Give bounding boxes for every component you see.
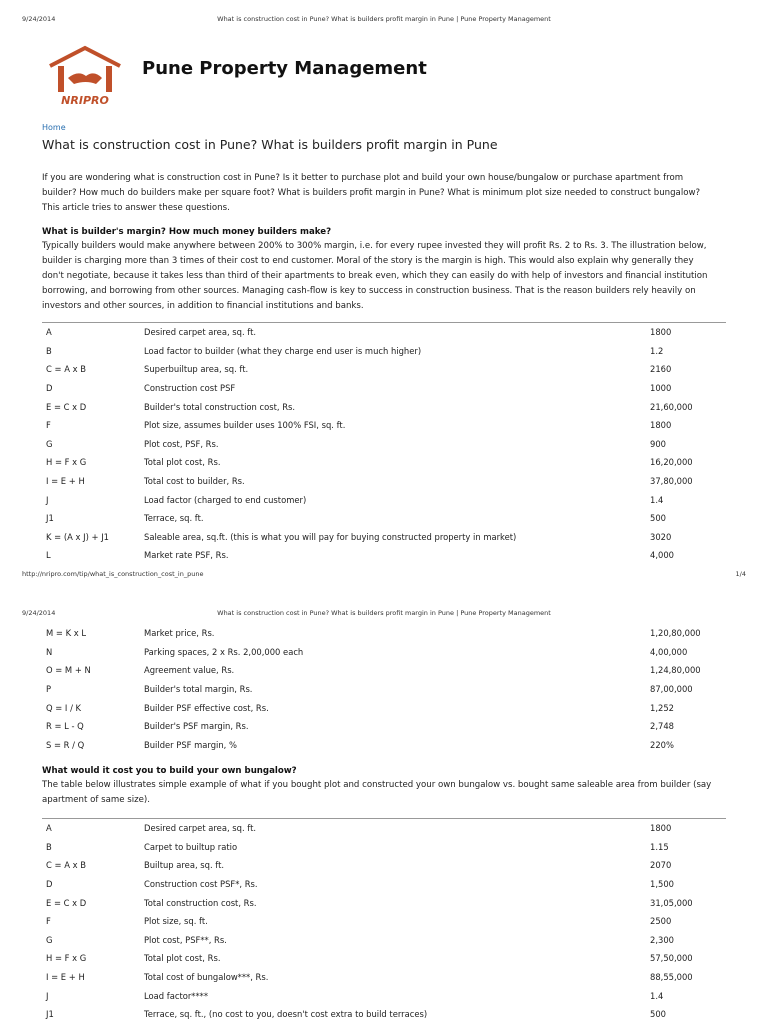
row-value: 1,500: [650, 879, 674, 890]
row-value: 57,50,000: [650, 953, 693, 964]
row-formula: Q = I / K: [46, 702, 82, 713]
row-description: Builder PSF margin, %: [144, 739, 237, 750]
row-formula: G: [46, 934, 53, 945]
row-value: 1000: [650, 383, 672, 394]
print-header-date-2: 9/24/2014: [22, 609, 56, 617]
table-row: [42, 416, 726, 435]
row-formula: J: [46, 494, 49, 505]
row-value: 88,55,000: [650, 972, 693, 983]
table-row: [42, 680, 726, 699]
row-formula: R = L - Q: [46, 721, 84, 732]
table-row: [42, 453, 726, 472]
row-formula: O = M + N: [46, 665, 91, 676]
table-row: [42, 546, 726, 565]
row-description: Builder's PSF margin, Rs.: [144, 721, 249, 732]
print-header-title: What is construction cost in Pune? What is builders profit margin in Pune | Pune Property Management: [217, 15, 551, 23]
table-row: [42, 986, 726, 1005]
row-description: Plot cost, PSF**, Rs.: [144, 934, 227, 945]
print-header-date: 9/24/2014: [22, 15, 56, 23]
row-value: 1,24,80,000: [650, 665, 701, 676]
row-formula: M = K x L: [46, 628, 87, 639]
table-row: [42, 931, 726, 950]
table-row: [42, 856, 726, 875]
table-row: [42, 360, 726, 379]
row-value: 87,00,000: [650, 684, 693, 695]
row-value: 4,00,000: [650, 646, 688, 657]
table-row: [42, 342, 726, 361]
row-value: 1.15: [650, 841, 669, 852]
site-logo[interactable]: [42, 36, 128, 108]
row-value: 3020: [650, 531, 672, 542]
row-description: Plot cost, PSF, Rs.: [144, 438, 219, 449]
table-row: [42, 1005, 726, 1024]
row-formula: H = F x G: [46, 953, 87, 964]
row-description: Load factor****: [144, 990, 209, 1001]
builder-margin-table: [42, 322, 726, 565]
section1-paragraph: Typically builders would make anywhere between 200% to 300% margin, i.e. for every rupee invested they will profit Rs. 2 to Rs. 3. The illustration below, builder is charging more than 3 times of their cost to end customer. Moral of the story is the margin is high. This would also explain why generally they don't negotiate, because it takes less than third of their apartments to break even, which they can easily do with help of investors and financial institution borrowing, and borrowing from other sources. Managing cash-flow is key to success in construction business. That is the reason builders rely heavily on investors and other sources, in addition to financial institutions and banks.: [42, 241, 708, 311]
row-formula: E = C x D: [46, 897, 87, 908]
row-description: Load factor to builder (what they charge end user is much higher): [144, 345, 422, 356]
row-value: 1800: [650, 420, 672, 431]
row-formula: P: [46, 684, 52, 695]
row-value: 1,20,80,000: [650, 628, 701, 639]
row-formula: D: [46, 383, 53, 394]
row-description: Desired carpet area, sq. ft.: [144, 327, 257, 338]
row-description: Carpet to builtup ratio: [144, 841, 238, 852]
table-row: [42, 912, 726, 931]
svg-text:NRIPRO: NRIPRO: [61, 94, 109, 107]
table-row: [42, 875, 726, 894]
row-formula: F: [46, 916, 51, 927]
row-description: Builder PSF effective cost, Rs.: [144, 702, 269, 713]
row-value: 1.2: [650, 345, 664, 356]
row-value: 2,748: [650, 721, 674, 732]
row-value: 1.4: [650, 990, 664, 1001]
builder-margin-table-continued: [42, 624, 726, 754]
table-row: [42, 435, 726, 454]
table-row: [42, 472, 726, 491]
row-value: 500: [650, 1009, 666, 1020]
row-formula: L: [46, 550, 51, 561]
table-row: [42, 736, 726, 755]
table-row: [42, 717, 726, 736]
row-formula: J1: [46, 513, 54, 524]
row-description: Parking spaces, 2 x Rs. 2,00,000 each: [144, 646, 304, 657]
table-row: [42, 624, 726, 643]
table-row: [42, 397, 726, 416]
row-value: 1800: [650, 327, 672, 338]
row-description: Builtup area, sq. ft.: [144, 860, 225, 871]
row-description: Total cost of bungalow***, Rs.: [144, 972, 269, 983]
site-title[interactable]: Pune Property Management: [142, 58, 427, 79]
breadcrumb-home-link[interactable]: Home: [42, 123, 66, 132]
row-value: 21,60,000: [650, 401, 693, 412]
table-row: [42, 323, 726, 342]
row-description: Plot size, assumes builder uses 100% FSI, sq. ft.: [144, 420, 346, 431]
section2-paragraph: The table below illustrates simple example of what if you bought plot and constructed your own bungalow vs. bought same saleable area from builder (say apartment of same size).: [42, 780, 712, 805]
row-value: 900: [650, 438, 666, 449]
row-description: Construction cost PSF: [144, 383, 236, 394]
row-value: 2070: [650, 860, 672, 871]
table-row: [42, 949, 726, 968]
row-formula: B: [46, 345, 52, 356]
row-formula: I = E + H: [46, 476, 85, 487]
row-formula: F: [46, 420, 51, 431]
row-value: 1,252: [650, 702, 674, 713]
row-formula: N: [46, 646, 53, 657]
row-description: Saleable area, sq.ft. (this is what you will pay for buying constructed property in market): [144, 531, 517, 542]
row-value: 2,300: [650, 934, 674, 945]
table-row: [42, 379, 726, 398]
intro-paragraph: If you are wondering what is construction cost in Pune? Is it better to purchase plot and build your own house/bungalow or purchase apartment from builder? How much do builders make per square foot? What is builders profit margin in Pune? What is minimum plot size needed to construct bungalow? This article tries to answer these questions.: [42, 173, 701, 213]
table-row: [42, 893, 726, 912]
row-description: Agreement value, Rs.: [144, 665, 235, 676]
row-description: Market rate PSF, Rs.: [144, 550, 229, 561]
row-description: Total plot cost, Rs.: [144, 953, 221, 964]
table-row: [42, 528, 726, 547]
table-row: [42, 490, 726, 509]
row-formula: E = C x D: [46, 401, 87, 412]
table-row: [42, 698, 726, 717]
table-row: [42, 661, 726, 680]
row-formula: C = A x B: [46, 364, 86, 375]
row-value: 37,80,000: [650, 476, 693, 487]
print-footer-page: 1/4: [735, 570, 746, 578]
table-row: [42, 968, 726, 987]
table-row: [42, 643, 726, 662]
row-value: 4,000: [650, 550, 674, 561]
row-formula: J: [46, 990, 49, 1001]
logo-house-handshake-icon: [42, 36, 128, 108]
section2-heading: What would it cost you to build your own bungalow?: [42, 766, 297, 776]
row-formula: J1: [46, 1009, 54, 1020]
row-value: 500: [650, 513, 666, 524]
bungalow-cost-table: [42, 818, 726, 1024]
row-value: 16,20,000: [650, 457, 693, 468]
row-description: Terrace, sq. ft.: [144, 513, 204, 524]
article-title: What is construction cost in Pune? What is builders profit margin in Pune: [42, 137, 498, 152]
print-header-title-2: What is construction cost in Pune? What is builders profit margin in Pune | Pune Property Management: [217, 609, 551, 617]
row-formula: H = F x G: [46, 457, 87, 468]
row-value: 2160: [650, 364, 672, 375]
row-formula: K = (A x J) + J1: [46, 531, 109, 542]
row-description: Load factor (charged to end customer): [144, 494, 307, 505]
row-description: Plot size, sq. ft.: [144, 916, 208, 927]
table-row: [42, 509, 726, 528]
row-formula: A: [46, 823, 52, 834]
row-description: Desired carpet area, sq. ft.: [144, 823, 257, 834]
row-description: Total construction cost, Rs.: [144, 897, 257, 908]
row-description: Builder's total construction cost, Rs.: [144, 401, 296, 412]
row-description: Terrace, sq. ft., (no cost to you, doesn't cost extra to build terraces): [144, 1009, 428, 1020]
row-value: 220%: [650, 739, 674, 750]
row-formula: A: [46, 327, 52, 338]
table-row: [42, 819, 726, 838]
section1-heading: What is builder's margin? How much money builders make?: [42, 227, 332, 237]
row-value: 2500: [650, 916, 672, 927]
row-formula: I = E + H: [46, 972, 85, 983]
table-row: [42, 838, 726, 857]
print-footer-url: http://nripro.com/tip/what_is_construction_cost_in_pune: [22, 570, 204, 578]
row-value: 31,05,000: [650, 897, 693, 908]
row-formula: D: [46, 879, 53, 890]
row-formula: C = A x B: [46, 860, 86, 871]
row-formula: B: [46, 841, 52, 852]
row-description: Total plot cost, Rs.: [144, 457, 221, 468]
row-value: 1800: [650, 823, 672, 834]
row-formula: S = R / Q: [46, 739, 85, 750]
row-description: Total cost to builder, Rs.: [144, 476, 245, 487]
row-description: Superbuiltup area, sq. ft.: [144, 364, 249, 375]
row-description: Construction cost PSF*, Rs.: [144, 879, 258, 890]
row-formula: G: [46, 438, 53, 449]
row-value: 1.4: [650, 494, 664, 505]
row-description: Builder's total margin, Rs.: [144, 684, 253, 695]
row-description: Market price, Rs.: [144, 628, 215, 639]
